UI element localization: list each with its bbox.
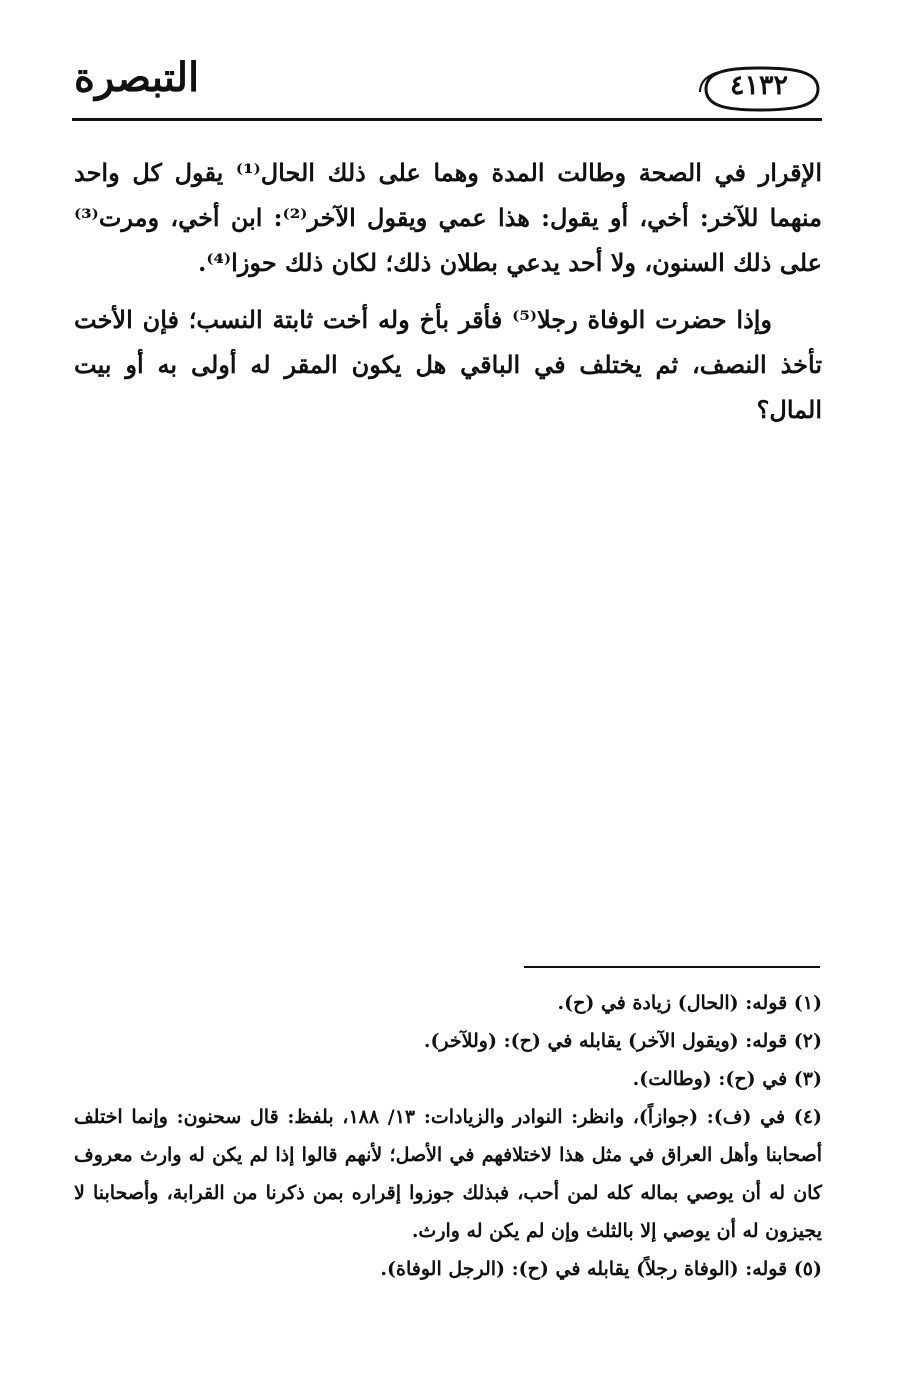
paragraph-2: وإذا حضرت الوفاة رجلا⁽⁵⁾ فأقر بأخ وله أخت ثابتة النسب؛ فإن الأخت تأخذ النصف، ثم يختلف في الباقي هل يكون المقر له أولى به أو بيت المال؟: [74, 305, 822, 424]
footnotes: [74, 984, 822, 1288]
main-text: [74, 150, 822, 432]
header-rule: [72, 118, 822, 121]
paragraph-1: الإقرار في الصحة وطالت المدة وهما على ذلك الحال⁽¹⁾ يقول كل واحد منهما للآخر: أخي، أو يقول: هذا عمي ويقول الآخر⁽²⁾: ابن أخي، ومرت⁽³⁾ على ذلك السنون، ولا أحد يدعي بطلان ذلك؛ لكان ذلك حوزا⁽⁴⁾.: [74, 158, 823, 277]
footnote-3: (٣) في (ح): (وطالت).: [632, 1068, 822, 1090]
footnote-2: (٢) قوله: (ويقول الآخر) يقابله في (ح): (وللآخر).: [423, 1030, 822, 1052]
footnote-1: (١) قوله: (الحال) زيادة في (ح).: [557, 992, 822, 1014]
footnote-separator: [524, 966, 820, 968]
page-number: ٤١٣٢: [729, 70, 788, 101]
footnote-4: (٤) في (ف): (جوازاً)، وانظر: النوادر والزيادات: ١٣/ ١٨٨، بلفظ: قال سحنون: وإنما اختلف أصحابنا وأهل العراق في مثل هذا لاختلافهم في الأصل؛ لأنهم قالوا إذا لم يكن له وارث معروف كان له أن يوصي بماله كله لمن أحب، فبذلك جوزوا إقراره بمن ذكرنا من القرابة، وأصحابنا لا يجيزون له أن يوصي إلا بالثلث وإن لم يكن له وارث.: [74, 1106, 822, 1242]
page-header: [72, 52, 822, 124]
page-number-badge: [696, 64, 822, 114]
footnote-5: (٥) قوله: (الوفاة رجلاً) يقابله في (ح): (الرجل الوفاة).: [380, 1258, 822, 1280]
book-title: التبصرة: [74, 54, 200, 101]
